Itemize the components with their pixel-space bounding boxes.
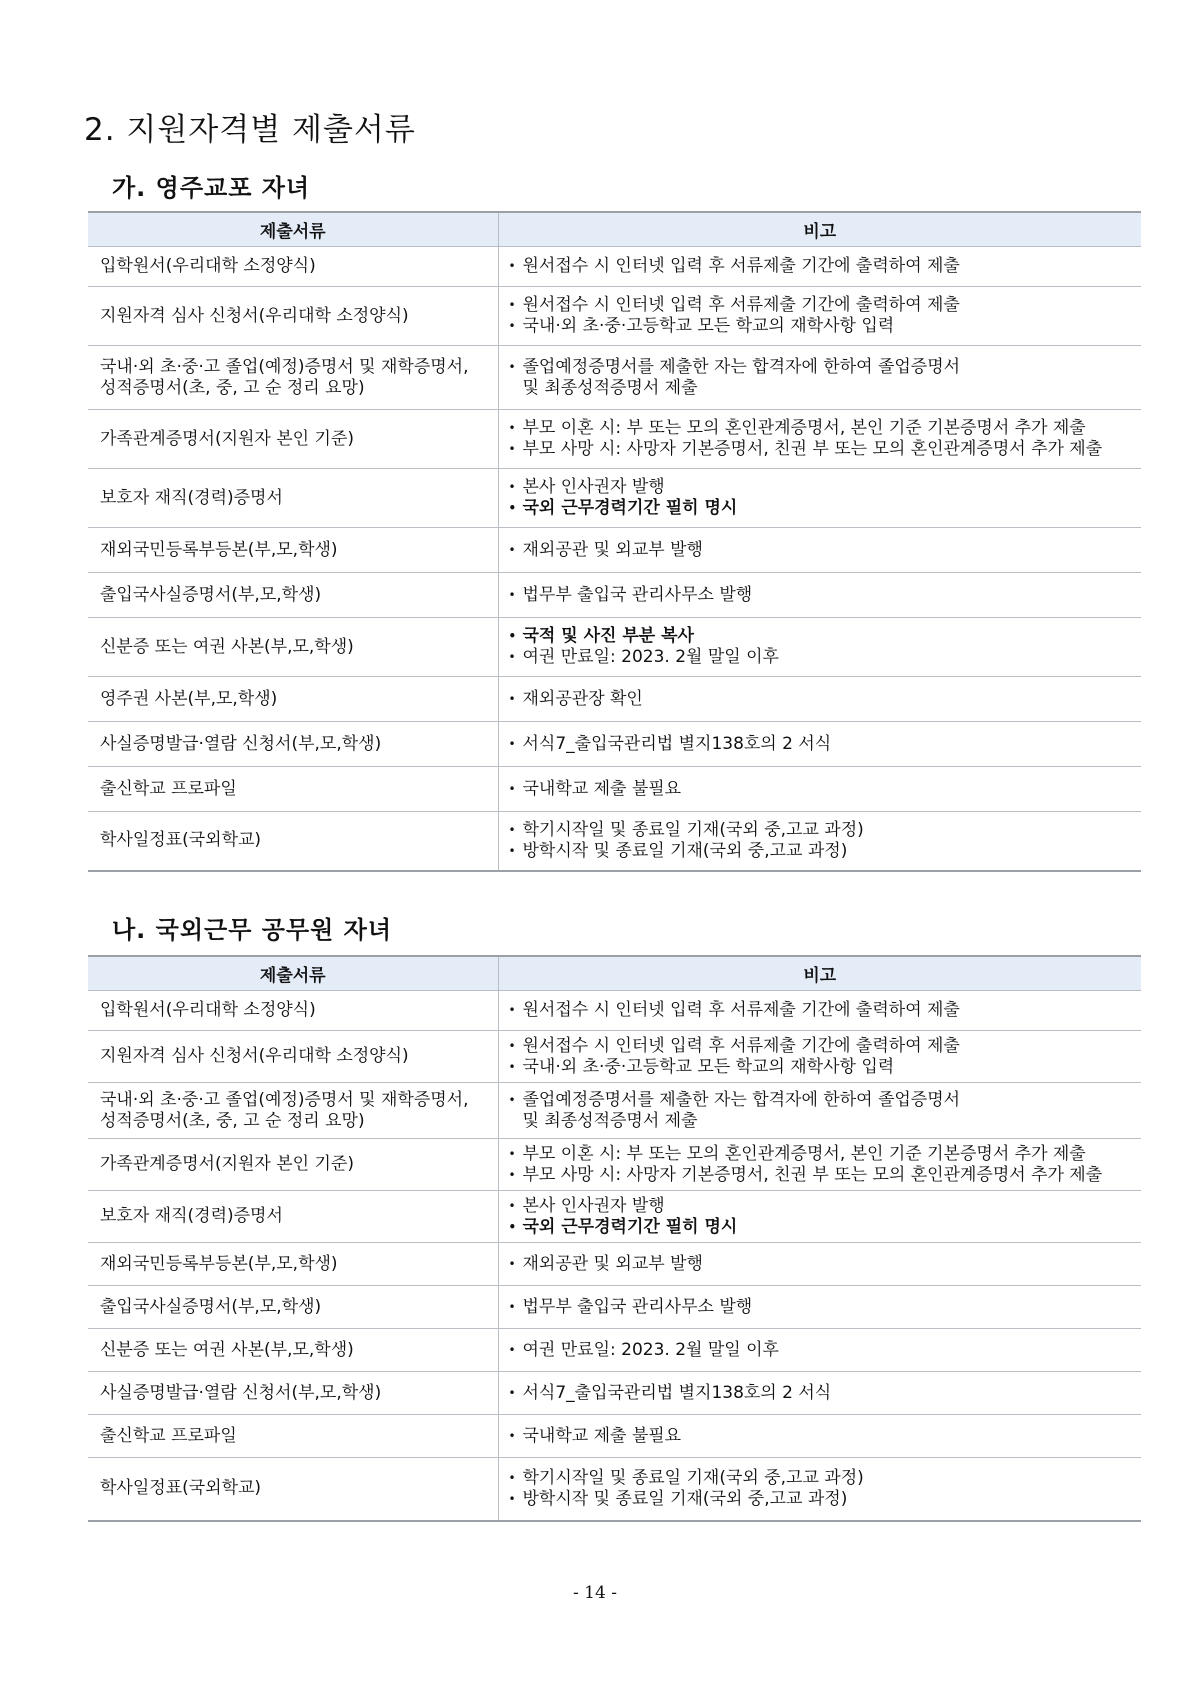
note-line xyxy=(509,439,1142,460)
bullet-icon: • xyxy=(508,421,516,435)
note-cell xyxy=(498,469,1141,528)
documents-table-overseas-official xyxy=(88,955,1141,1522)
bullet-icon: • xyxy=(508,1167,516,1182)
table-row xyxy=(88,1191,1141,1243)
bullet-icon: • xyxy=(508,843,516,858)
bullet-icon: • xyxy=(508,1092,516,1107)
note-line xyxy=(509,1426,1142,1447)
document-name-cell: 입학원서(우리대학 소정양식) xyxy=(88,247,498,287)
note-line xyxy=(509,1217,1142,1238)
note-line xyxy=(509,1036,1142,1057)
note-cell xyxy=(498,573,1141,618)
document-name-cell: 출입국사실증명서(부,모,학생) xyxy=(88,1286,498,1329)
table-row xyxy=(88,1243,1141,1286)
bullet-icon: • xyxy=(508,442,516,456)
table-row xyxy=(88,767,1141,812)
document-name-cell: 출신학교 프로파일 xyxy=(88,1415,498,1458)
note-text: 국외 근무경력기간 필히 명시 xyxy=(522,498,738,518)
note-text: 법무부 출입국 관리사무소 발행 xyxy=(522,1296,753,1317)
note-line xyxy=(509,477,1142,498)
column-header-doc: 제출서류 xyxy=(88,212,498,247)
note-text: 원서접수 시 인터넷 입력 후 서류제출 기간에 출력하여 제출 xyxy=(522,295,960,315)
note-line xyxy=(509,1111,1142,1132)
document-name-cell: 사실증명발급·열람 신청서(부,모,학생) xyxy=(88,722,498,767)
note-line xyxy=(509,1297,1142,1318)
note-cell xyxy=(498,1458,1141,1521)
note-line xyxy=(509,585,1142,606)
note-text: 서식7_출입국관리법 별지138호의 2 서식 xyxy=(522,733,832,754)
document-name-cell: 보호자 재직(경력)증명서 xyxy=(88,1191,498,1243)
note-text: 및 최종성적증명서 제출 xyxy=(522,377,698,398)
note-line xyxy=(509,357,1142,378)
note-text: 원서접수 시 인터넷 입력 후 서류제출 기간에 출력하여 제출 xyxy=(522,256,960,276)
note-text: 원서접수 시 인터넷 입력 후 서류제출 기간에 출력하여 제출 xyxy=(522,1035,960,1056)
bullet-icon: • xyxy=(508,822,516,837)
note-cell xyxy=(498,1243,1141,1286)
table-row xyxy=(88,1372,1141,1415)
note-cell xyxy=(498,991,1141,1031)
table-row xyxy=(88,1329,1141,1372)
note-line xyxy=(509,295,1142,316)
note-text: 재외공관장 확인 xyxy=(522,688,643,709)
note-cell xyxy=(498,1372,1141,1415)
note-cell xyxy=(498,1415,1141,1458)
note-text: 부모 사망 시: 사망자 기본증명서, 친권 부 또는 모의 혼인관계증명서 추가 제출 xyxy=(522,1164,1103,1185)
note-line xyxy=(509,256,1142,277)
table-row xyxy=(88,1458,1141,1521)
note-line xyxy=(509,626,1142,647)
note-text: 부모 이혼 시: 부 또는 모의 혼인관계증명서, 본인 기준 기본증명서 추가 제출 xyxy=(522,418,1086,438)
bullet-icon: • xyxy=(508,1003,516,1017)
note-text: 및 최종성적증명서 제출 xyxy=(522,1110,698,1131)
note-line xyxy=(509,841,1142,862)
bullet-icon: • xyxy=(508,781,516,796)
note-line xyxy=(509,820,1142,841)
table-row xyxy=(88,991,1141,1031)
bullet-icon: • xyxy=(508,298,516,312)
note-line xyxy=(509,1090,1142,1111)
note-cell xyxy=(498,287,1141,346)
table-header-row xyxy=(88,956,1141,991)
bullet-icon: • xyxy=(508,1146,516,1161)
table-row xyxy=(88,410,1141,469)
document-name-cell: 학사일정표(국외학교) xyxy=(88,1458,498,1521)
table-row xyxy=(88,247,1141,287)
table-row xyxy=(88,677,1141,722)
document-name-cell: 사실증명발급·열람 신청서(부,모,학생) xyxy=(88,1372,498,1415)
note-line xyxy=(509,418,1142,439)
table-row xyxy=(88,346,1141,410)
column-header-note: 비고 xyxy=(498,212,1141,247)
page-title: 2. 지원자격별 제출서류 xyxy=(84,112,416,148)
note-cell xyxy=(498,1329,1141,1372)
note-cell xyxy=(498,722,1141,767)
table-row xyxy=(88,1031,1141,1083)
note-text: 여권 만료일: 2023. 2월 말일 이후 xyxy=(522,647,779,667)
document-name-cell: 지원자격 심사 신청서(우리대학 소정양식) xyxy=(88,287,498,346)
note-text: 서식7_출입국관리법 별지138호의 2 서식 xyxy=(522,1382,832,1403)
note-text: 본사 인사권자 발행 xyxy=(522,477,665,497)
document-name-cell: 학사일정표(국외학교) xyxy=(88,812,498,871)
page-number: - 14 - xyxy=(573,1583,617,1603)
column-header-note: 비고 xyxy=(498,956,1141,991)
note-text: 원서접수 시 인터넷 입력 후 서류제출 기간에 출력하여 제출 xyxy=(522,1000,960,1020)
note-cell xyxy=(498,1191,1141,1243)
note-text: 학기시작일 및 종료일 기재(국외 중,고교 과정) xyxy=(522,1467,864,1488)
bullet-icon: • xyxy=(508,1059,516,1074)
bullet-icon: • xyxy=(508,736,516,751)
bullet-icon: • xyxy=(508,359,516,374)
table-row xyxy=(88,812,1141,871)
bullet-icon: • xyxy=(508,259,516,273)
note-line xyxy=(509,378,1142,399)
note-cell xyxy=(498,1083,1141,1139)
note-cell xyxy=(498,1139,1141,1191)
document-name-cell: 영주권 사본(부,모,학생) xyxy=(88,677,498,722)
bullet-icon: • xyxy=(508,1428,516,1443)
bullet-icon: • xyxy=(508,319,516,333)
bullet-icon: • xyxy=(508,1385,516,1400)
note-text: 국내·외 초·중·고등학교 모든 학교의 재학사항 입력 xyxy=(522,316,895,336)
note-line xyxy=(509,498,1142,519)
bullet-icon: • xyxy=(508,1299,516,1314)
table-row xyxy=(88,1083,1141,1139)
note-line xyxy=(509,1489,1142,1510)
table-row xyxy=(88,573,1141,618)
section-title-overseas-official: 나. 국외근무 공무원 자녀 xyxy=(112,916,393,944)
note-cell xyxy=(498,677,1141,722)
note-line xyxy=(509,1196,1142,1217)
table-row xyxy=(88,1286,1141,1329)
bullet-icon: • xyxy=(508,629,517,643)
document-name-cell: 국내·외 초·중·고 졸업(예정)증명서 및 재학증명서, 성적증명서(초, 중, 고 순 정리 요망) xyxy=(88,1083,498,1139)
document-name-cell: 지원자격 심사 신청서(우리대학 소정양식) xyxy=(88,1031,498,1083)
document-name-cell: 보호자 재직(경력)증명서 xyxy=(88,469,498,528)
document-name-cell: 재외국민등록부등본(부,모,학생) xyxy=(88,528,498,573)
bullet-icon: • xyxy=(508,1038,516,1053)
note-text: 학기시작일 및 종료일 기재(국외 중,고교 과정) xyxy=(522,819,864,840)
bullet-icon: • xyxy=(508,542,516,557)
note-text: 국내·외 초·중·고등학교 모든 학교의 재학사항 입력 xyxy=(522,1056,895,1077)
note-text: 방학시작 및 종료일 기재(국외 중,고교 과정) xyxy=(522,1488,848,1509)
note-text: 국내학교 제출 불필요 xyxy=(522,1425,682,1446)
bullet-icon: • xyxy=(508,501,517,515)
table-header-row xyxy=(88,212,1141,247)
bullet-icon: • xyxy=(508,1470,516,1485)
note-line xyxy=(509,1340,1142,1361)
document-name-cell: 가족관계증명서(지원자 본인 기준) xyxy=(88,1139,498,1191)
note-cell xyxy=(498,346,1141,410)
bullet-icon: • xyxy=(508,1198,516,1213)
note-cell xyxy=(498,767,1141,812)
table-row xyxy=(88,618,1141,677)
table-row xyxy=(88,1415,1141,1458)
documents-table-permanent-resident xyxy=(88,211,1141,872)
bullet-icon: • xyxy=(508,691,516,706)
document-name-cell: 재외국민등록부등본(부,모,학생) xyxy=(88,1243,498,1286)
bullet-icon: • xyxy=(508,1219,517,1234)
note-line xyxy=(509,1254,1142,1275)
note-cell xyxy=(498,1031,1141,1083)
note-line xyxy=(509,689,1142,710)
document-name-cell: 신분증 또는 여권 사본(부,모,학생) xyxy=(88,618,498,677)
table-row xyxy=(88,722,1141,767)
document-name-cell: 가족관계증명서(지원자 본인 기준) xyxy=(88,410,498,469)
document-name-cell: 입학원서(우리대학 소정양식) xyxy=(88,991,498,1031)
note-cell xyxy=(498,618,1141,677)
table-row xyxy=(88,1139,1141,1191)
note-text: 국내학교 제출 불필요 xyxy=(522,778,682,799)
note-line xyxy=(509,734,1142,755)
note-text: 졸업예정증명서를 제출한 자는 합격자에 한하여 졸업증명서 xyxy=(522,356,961,377)
note-text: 졸업예정증명서를 제출한 자는 합격자에 한하여 졸업증명서 xyxy=(522,1089,961,1110)
note-text: 법무부 출입국 관리사무소 발행 xyxy=(522,584,753,605)
document-name-cell: 신분증 또는 여권 사본(부,모,학생) xyxy=(88,1329,498,1372)
bullet-icon: • xyxy=(508,1491,516,1506)
bullet-icon: • xyxy=(508,587,516,602)
bullet-icon: • xyxy=(508,480,516,494)
note-line xyxy=(509,1057,1142,1078)
note-line xyxy=(509,779,1142,800)
note-cell xyxy=(498,247,1141,287)
note-line xyxy=(509,1383,1142,1404)
column-header-doc: 제출서류 xyxy=(88,956,498,991)
document-name-cell: 출입국사실증명서(부,모,학생) xyxy=(88,573,498,618)
note-line xyxy=(509,1144,1142,1165)
table-row xyxy=(88,469,1141,528)
note-text: 국외 근무경력기간 필히 명시 xyxy=(522,1216,738,1237)
note-line xyxy=(509,1468,1142,1489)
note-line xyxy=(509,1000,1142,1021)
note-cell xyxy=(498,1286,1141,1329)
document-name-cell: 국내·외 초·중·고 졸업(예정)증명서 및 재학증명서, 성적증명서(초, 중, 고 순 정리 요망) xyxy=(88,346,498,410)
note-text: 여권 만료일: 2023. 2월 말일 이후 xyxy=(522,1339,779,1360)
note-cell xyxy=(498,410,1141,469)
note-text: 방학시작 및 종료일 기재(국외 중,고교 과정) xyxy=(522,840,848,861)
note-line xyxy=(509,540,1142,561)
note-line xyxy=(509,647,1142,668)
note-text: 부모 이혼 시: 부 또는 모의 혼인관계증명서, 본인 기준 기본증명서 추가 제출 xyxy=(522,1143,1086,1164)
bullet-icon: • xyxy=(508,1256,516,1271)
note-text: 재외공관 및 외교부 발행 xyxy=(522,1253,703,1274)
note-text: 본사 인사권자 발행 xyxy=(522,1195,665,1216)
table-row xyxy=(88,287,1141,346)
bullet-icon: • xyxy=(508,1342,516,1357)
note-line xyxy=(509,316,1142,337)
bullet-icon: • xyxy=(508,650,516,664)
note-line xyxy=(509,1165,1142,1186)
note-text: 재외공관 및 외교부 발행 xyxy=(522,539,703,560)
note-text: 부모 사망 시: 사망자 기본증명서, 친권 부 또는 모의 혼인관계증명서 추가 제출 xyxy=(522,439,1103,459)
note-cell xyxy=(498,528,1141,573)
table-row xyxy=(88,528,1141,573)
section-title-permanent-resident: 가. 영주교포 자녀 xyxy=(112,174,311,202)
note-cell xyxy=(498,812,1141,871)
document-name-cell: 출신학교 프로파일 xyxy=(88,767,498,812)
note-text: 국적 및 사진 부분 복사 xyxy=(522,626,694,646)
